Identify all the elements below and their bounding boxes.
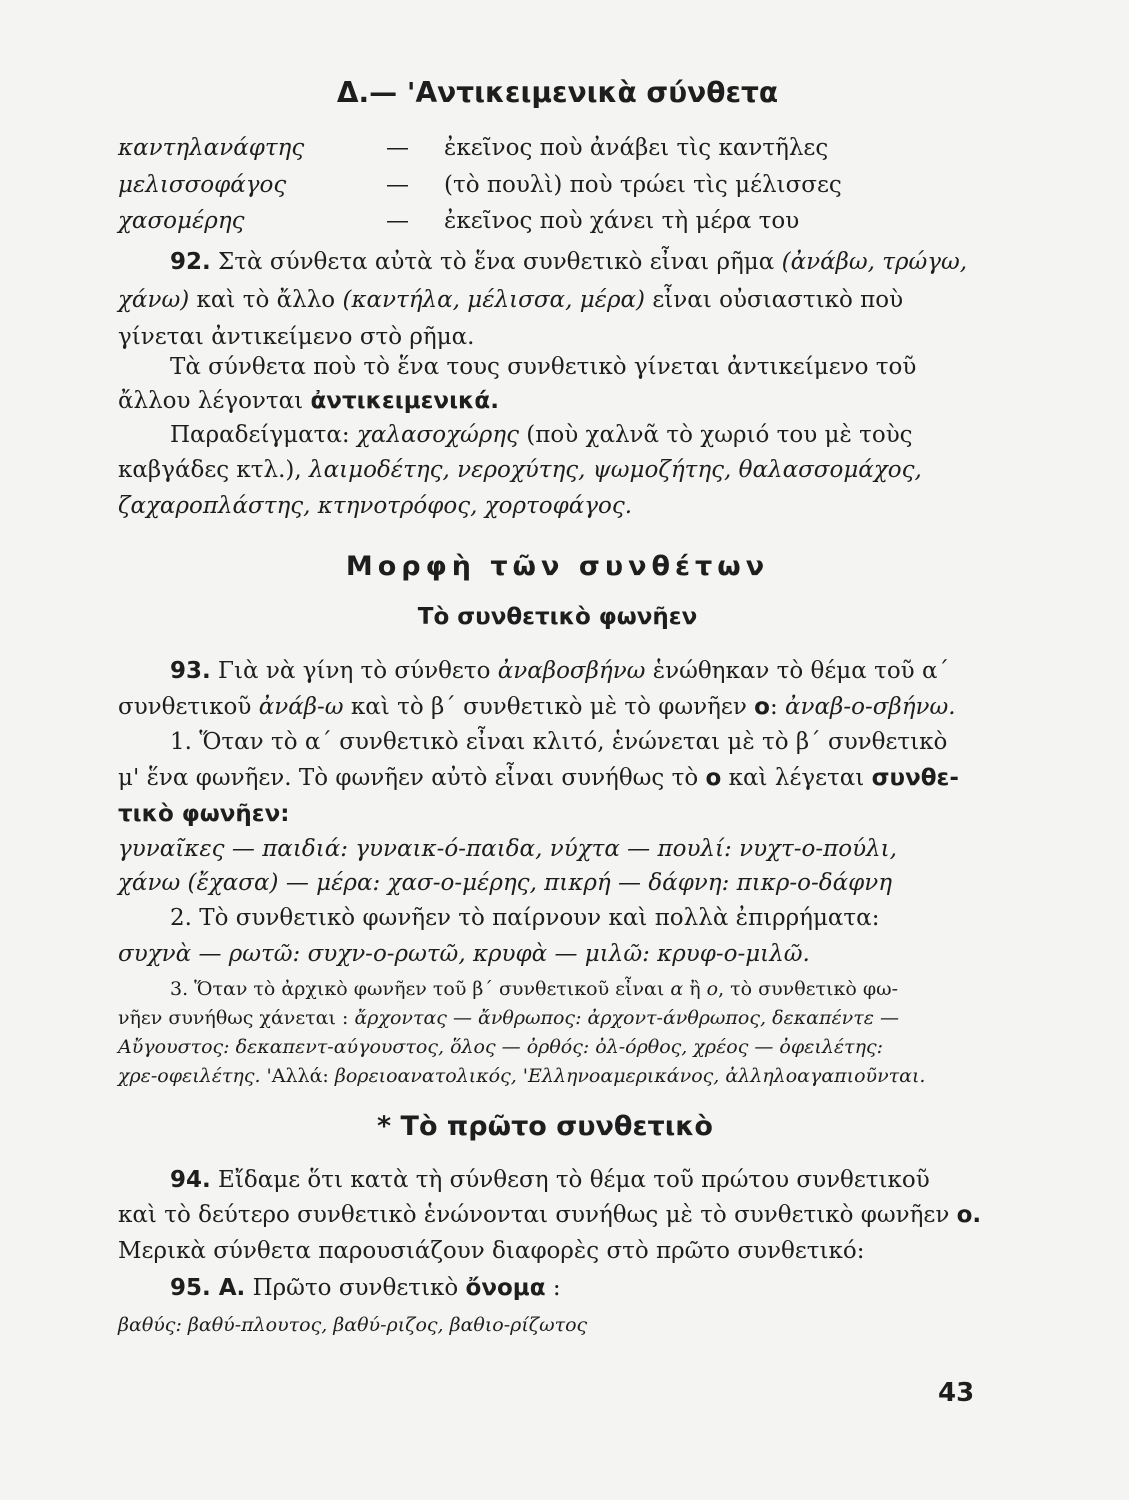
text: ἢ xyxy=(683,978,707,1000)
paragraph-94-line xyxy=(118,1200,981,1230)
paragraph-93-line xyxy=(118,692,956,722)
compound-word: καντηλανάφτης xyxy=(118,135,305,161)
text: : xyxy=(769,694,785,720)
paragraph-93-line: χάνω (ἔχασα) — μέρα: χασ-ο-μέρης, πικρή — δάφνη: πικρ-ο-δάφνη xyxy=(118,870,893,896)
emphasis: ἄρχοντας — ἄνθρωπος: ἀρχοντ-άνθρωπος, δεκαπέντε — xyxy=(354,1007,899,1029)
paragraph-93-line xyxy=(170,976,898,1002)
emphasis: ἀναβ-ο-σβήνω. xyxy=(785,694,956,720)
compound-word: μελισσοφάγος xyxy=(118,172,287,198)
paragraph-93-line xyxy=(170,656,949,686)
paragraph-92-line xyxy=(118,285,903,315)
text: 3. Ὅταν τὸ ἀρχικὸ φωνῆεν τοῦ β΄ συνθετικοῦ εἶναι xyxy=(170,978,671,1000)
emphasis: λαιμοδέτης, νεροχύτης, ψωμοζήτης, θαλασσομάχος, xyxy=(309,457,922,483)
section-heading-form-of-compounds: Μορφὴ τῶν συνθέτων xyxy=(345,551,770,582)
text: (ποὺ χαλνᾶ τὸ χωριό του μὲ τοὺς xyxy=(518,422,913,448)
text: καὶ τὸ β΄ συνθετικὸ μὲ τὸ φωνῆεν xyxy=(343,694,755,720)
paragraph-93-line: 2. Τὸ συνθετικὸ φωνῆεν τὸ παίρνουν καὶ πολλὰ ἐπιρρήματα: xyxy=(170,905,880,931)
paragraph-94-line: Μερικὰ σύνθετα παρουσιάζουν διαφορὲς στὸ πρῶτο συνθετικό: xyxy=(118,1238,865,1264)
emphasis: χαλασοχώρης xyxy=(356,422,519,448)
text: καβγάδες κτλ.), xyxy=(118,457,310,483)
compound-meaning: ἐκεῖνος ποὺ χάνει τὴ μέρα του xyxy=(444,208,800,234)
text: Εἴδαμε ὅτι κατὰ τὴ σύνθεση τὸ θέμα τοῦ πρώτου συνθετικοῦ xyxy=(210,1167,930,1193)
emphasis: ἀναβοσβήνω xyxy=(497,658,646,684)
paragraph-92-line xyxy=(118,386,499,416)
dash: — xyxy=(386,135,409,161)
compound-meaning: (τὸ πουλὶ) ποὺ τρώει τὶς μέλισσες xyxy=(444,172,842,198)
text: μ' ἕνα φωνῆεν. Τὸ φωνῆεν αὐτὸ εἶναι συνήθως τὸ xyxy=(118,765,706,791)
compound-meaning: ἐκεῖνος ποὺ ἀνάβει τὶς καντῆλες xyxy=(444,135,829,161)
compound-row xyxy=(118,133,828,163)
emphasis: ἀνάβ-ω xyxy=(258,694,344,720)
text: καὶ τὸ δεύτερο συνθετικὸ ἑνώνονται συνήθως μὲ τὸ συνθετικὸ φωνῆεν xyxy=(118,1202,957,1228)
paragraph-92-line: γίνεται ἀντικείμενο στὸ ρῆμα. xyxy=(118,324,475,350)
paragraph-94-line xyxy=(170,1165,930,1195)
compound-row xyxy=(118,206,799,236)
term-bold: συνθε- xyxy=(871,765,959,791)
paragraph-92-line xyxy=(170,247,967,277)
paragraph-number: 94. xyxy=(170,1167,211,1193)
paragraph-92-line xyxy=(170,420,913,450)
subheading-compound-vowel: Τὸ συνθετικὸ φωνῆεν xyxy=(417,604,698,630)
paragraph-92-line: ζαχαροπλάστης, κτηνοτρόφος, χορτοφάγος. xyxy=(118,493,633,519)
emphasis: (ἀνάβω, τρώγω, xyxy=(781,249,968,275)
paragraph-92-line xyxy=(118,455,922,485)
dash: — xyxy=(386,208,409,234)
paragraph-93-line: τικὸ φωνῆεν: xyxy=(118,801,290,827)
compound-row xyxy=(118,170,842,200)
page-number: 43 xyxy=(938,1378,975,1408)
paragraph-93-line: Αὔγουστος: δεκαπεντ-αύγουστος, ὅλος — ὀρθός: ὀλ-όρθος, χρέος — ὀφειλέτης: xyxy=(118,1036,883,1058)
text: Στὰ σύνθετα αὐτὰ τὸ ἕνα συνθετικὸ εἶναι ρῆμα xyxy=(210,249,782,275)
text: Παραδείγματα: xyxy=(170,422,357,448)
text: νῆεν συνήθως χάνεται : xyxy=(118,1007,355,1029)
paragraph-95-line: βαθύς: βαθύ-πλουτος, βαθύ-ριζος, βαθιο-ρίζωτος xyxy=(118,1314,588,1336)
term-bold: ο. xyxy=(956,1202,982,1228)
text: Γιὰ νὰ γίνη τὸ σύνθετο xyxy=(210,658,498,684)
emphasis: α xyxy=(670,978,684,1000)
paragraph-93-line xyxy=(118,1005,899,1031)
paragraph-93-line: συχνὰ — ρωτῶ: συχν-ο-ρωτῶ, κρυφὰ — μιλῶ: κρυφ-ο-μιλῶ. xyxy=(118,941,810,967)
text: Πρῶτο συνθετικὸ xyxy=(245,1275,466,1301)
compound-word: χασομέρης xyxy=(118,208,245,234)
paragraph-93-line: γυναῖκες — παιδιά: γυναικ-ό-παιδα, νύχτα — πουλί: νυχτ-ο-πούλι, xyxy=(118,836,897,862)
text: εἶναι οὐσιαστικὸ ποὺ xyxy=(645,287,904,313)
emphasis: βορειοανατολικός, 'Ελληνοαμερικάνος, ἀλληλοαγαπιοῦνται. xyxy=(334,1065,926,1087)
paragraph-95-line xyxy=(170,1273,561,1303)
text: καὶ τὸ ἄλλο xyxy=(189,287,343,313)
section-heading-objective-compounds: Δ.— 'Αντικειμενικὰ σύνθετα xyxy=(336,76,779,109)
paragraph-number: 92. xyxy=(170,249,211,275)
dash: — xyxy=(386,172,409,198)
term-bold: ἀντικειμενικά. xyxy=(310,388,499,414)
text: : xyxy=(545,1275,561,1301)
text: , τὸ συνθετικὸ φω- xyxy=(718,978,899,1000)
paragraph-93-line xyxy=(118,1063,925,1089)
text: ἄλλου λέγονται xyxy=(118,388,311,414)
term-bold: ο xyxy=(754,694,770,720)
paragraph-number: 93. xyxy=(170,658,211,684)
term-bold: ὄνομα xyxy=(465,1275,546,1301)
text: 'Αλλά: xyxy=(266,1065,335,1087)
paragraph-93-line xyxy=(118,763,959,793)
emphasis: (καντήλα, μέλισσα, μέρα) xyxy=(342,287,646,313)
paragraph-93-line: 1. Ὅταν τὸ α΄ συνθετικὸ εἶναι κλιτό, ἑνώνεται μὲ τὸ β΄ συνθετικὸ xyxy=(170,729,948,755)
text: συνθετικοῦ xyxy=(118,694,259,720)
term-bold: ο xyxy=(705,765,722,791)
text: καὶ λέγεται xyxy=(721,765,872,791)
section-heading-first-compound: * Τὸ πρῶτο συνθετικὸ xyxy=(377,1111,713,1142)
paragraph-number: 95. Α. xyxy=(170,1275,246,1301)
emphasis: χρε-οφειλέτης. xyxy=(118,1065,267,1087)
text: ἑνώθηκαν τὸ θέμα τοῦ α΄ xyxy=(645,658,949,684)
paragraph-92-line: Τὰ σύνθετα ποὺ τὸ ἕνα τους συνθετικὸ γίνεται ἀντικείμενο τοῦ xyxy=(170,354,917,380)
emphasis: χάνω) xyxy=(118,287,190,313)
emphasis: ο xyxy=(706,978,719,1000)
